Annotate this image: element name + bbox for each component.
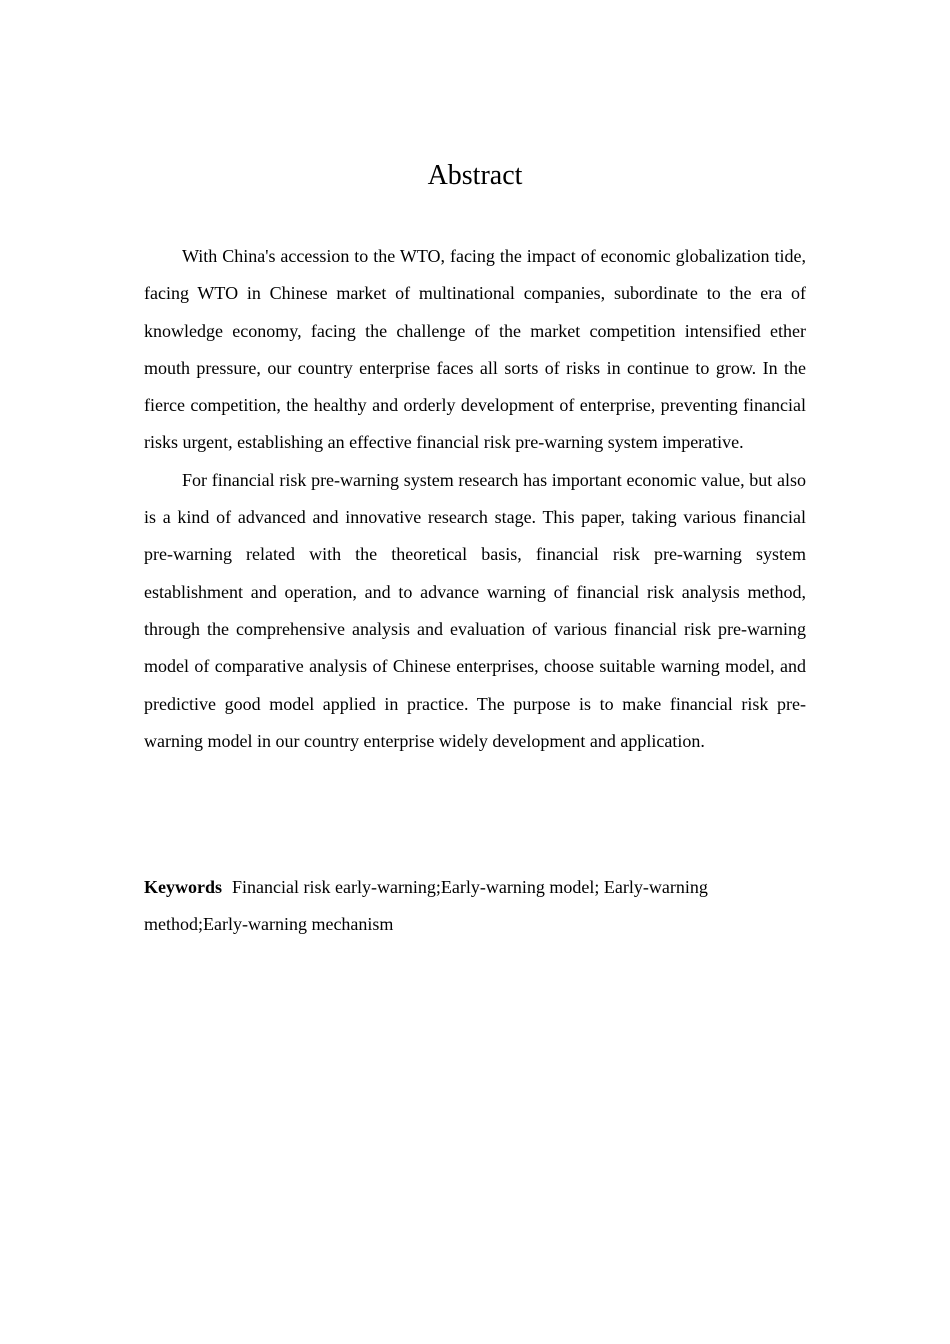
abstract-paragraph-2: For financial risk pre-warning system research has important economic value, but also is a kind of advanced and innovative research stage. This paper, taking various financial pre-warning related with the theoretical basis, financial risk pre-warning system establishment and operation, and to advance warning of financial risk analysis method, through the comprehensive analysis and evaluation of various financial risk pre-warning model of comparative analysis of Chinese enterprises, choose suitable warning model, and predictive good model applied in practice. The purpose is to make financial risk pre-warning model in our country enterprise widely development and application.: [144, 469, 806, 751]
keywords-label: Keywords: [144, 877, 222, 897]
keywords-line: [144, 869, 806, 944]
abstract-paragraph-1: With China's accession to the WTO, facing the impact of economic globalization tide, facing WTO in Chinese market of multinational companies, subordinate to the era of knowledge economy, facing the challenge of the market competition intensified ether mouth pressure, our country enterprise faces all sorts of risks in continue to grow. In the fierce competition, the healthy and orderly development of enterprise, preventing financial risks urgent, establishing an effective financial risk pre-warning system imperative.: [144, 246, 806, 453]
keywords-text: Financial risk early-warning;Early-warning model; Early-warning method;Early-warning mechanism: [144, 877, 708, 935]
abstract-body: [144, 238, 806, 760]
abstract-title: Abstract: [427, 160, 523, 191]
